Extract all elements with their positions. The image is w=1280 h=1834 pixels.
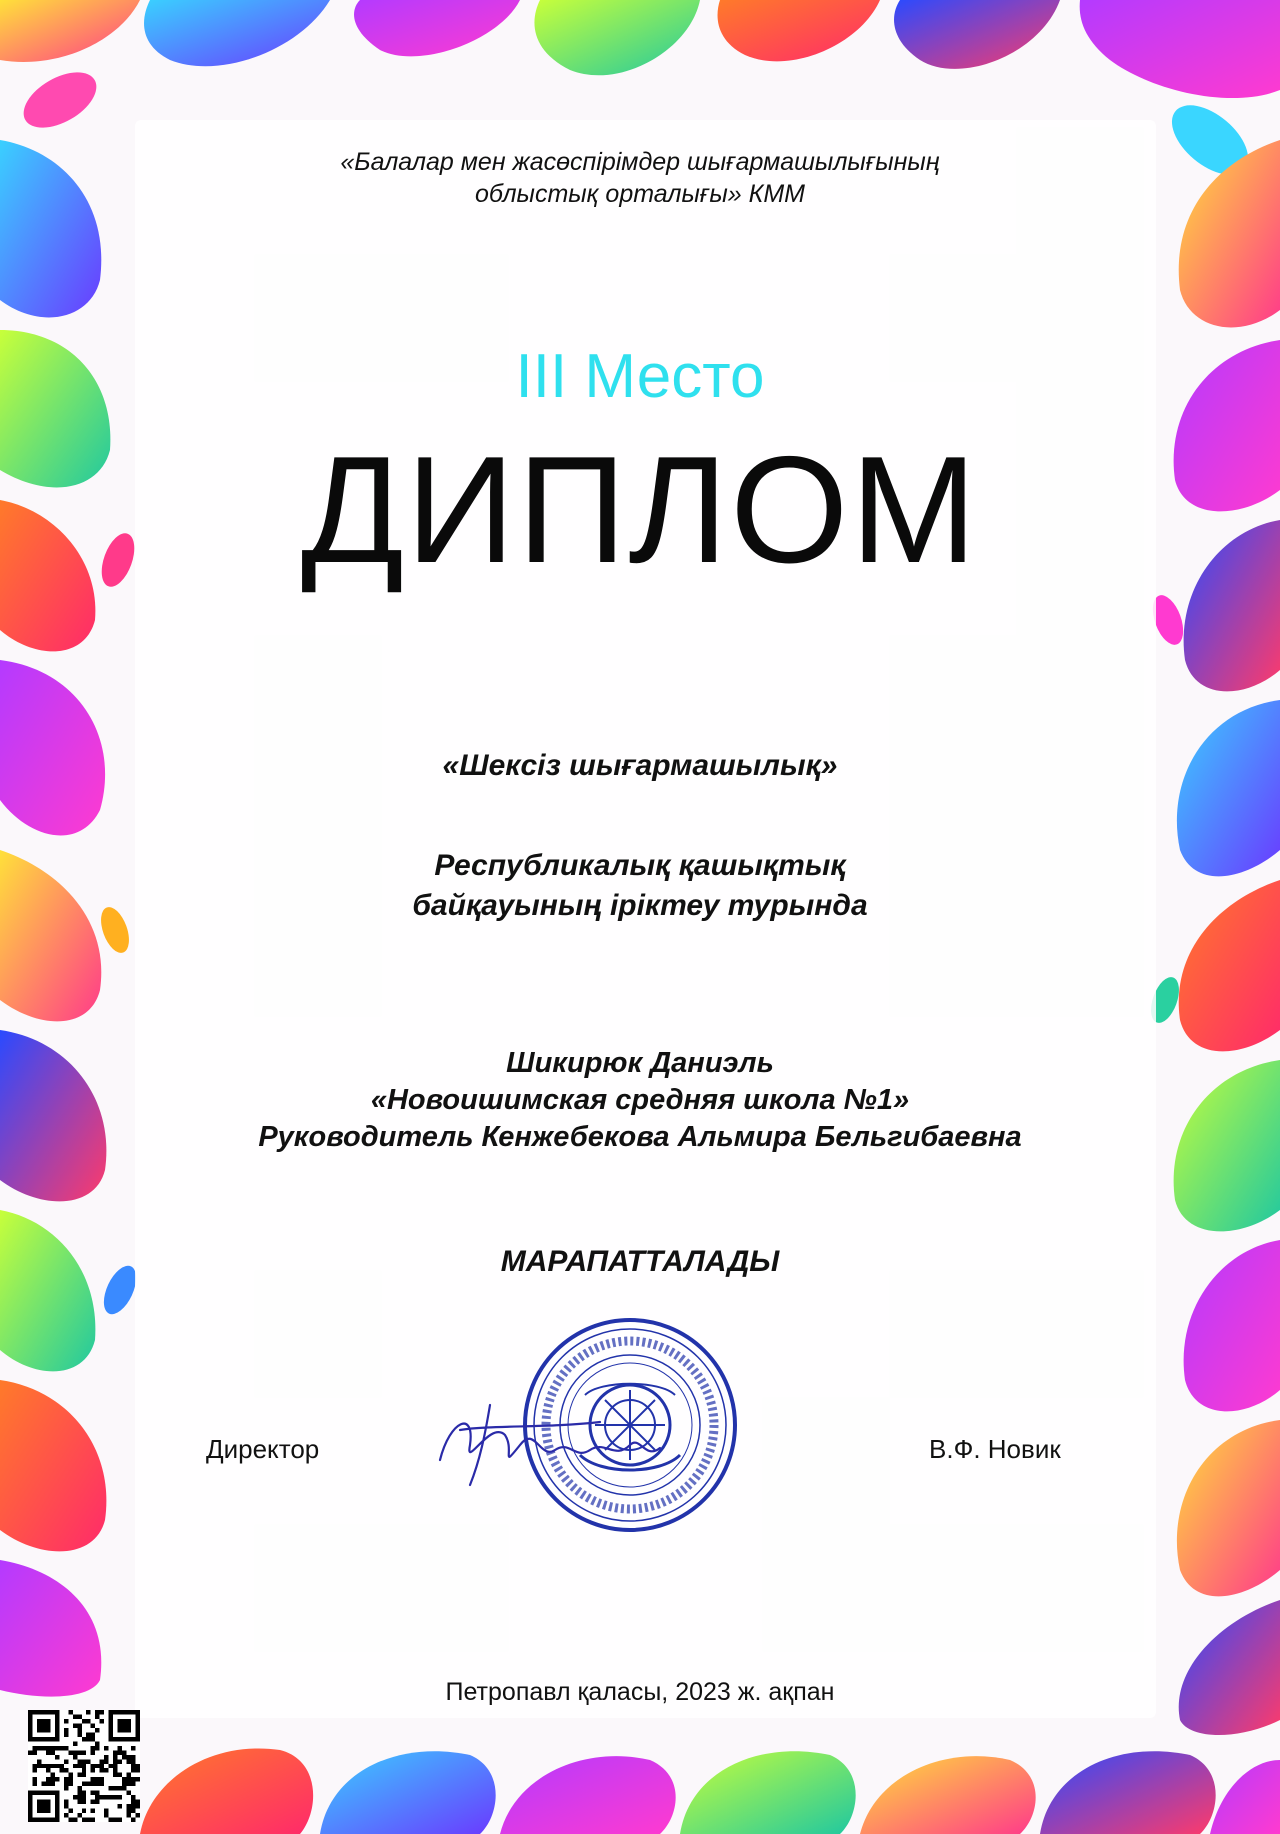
organization-line-2: облыстық орталығы» КММ: [475, 180, 805, 208]
winner-block: [0, 1045, 1280, 1156]
director-label: Директор: [206, 1434, 320, 1464]
diploma-title: ДИПЛОМ: [300, 425, 980, 595]
issuing-organization: [0, 146, 1280, 210]
place-and-date: Петропавл қаласы, 2023 ж. ақпан: [445, 1678, 835, 1706]
director-name: В.Ф. Новик: [929, 1434, 1061, 1464]
winner-supervisor: Руководитель Кенжебекова Альмира Бельгибаевна: [258, 1121, 1022, 1153]
contest-name: «Шексіз шығармашылық»: [442, 749, 838, 782]
awarded-text: МАРАПАТТАЛАДЫ: [500, 1245, 780, 1278]
contest-stage-line-1: Республикалық қашықтық: [434, 849, 846, 882]
contest-stage-line-2: байқауының іріктеу турында: [412, 889, 868, 922]
qr-code: [28, 1710, 140, 1822]
official-stamp-with-signature: [430, 1310, 760, 1540]
winner-school: «Новоишимская средняя школа №1»: [370, 1084, 910, 1116]
winner-name: Шикирюк Даниэль: [506, 1047, 774, 1079]
place-award: III Место: [515, 342, 765, 411]
contest-stage: [0, 846, 1280, 926]
organization-line-1: «Балалар мен жасөспірімдер шығармашылығының: [340, 148, 940, 176]
